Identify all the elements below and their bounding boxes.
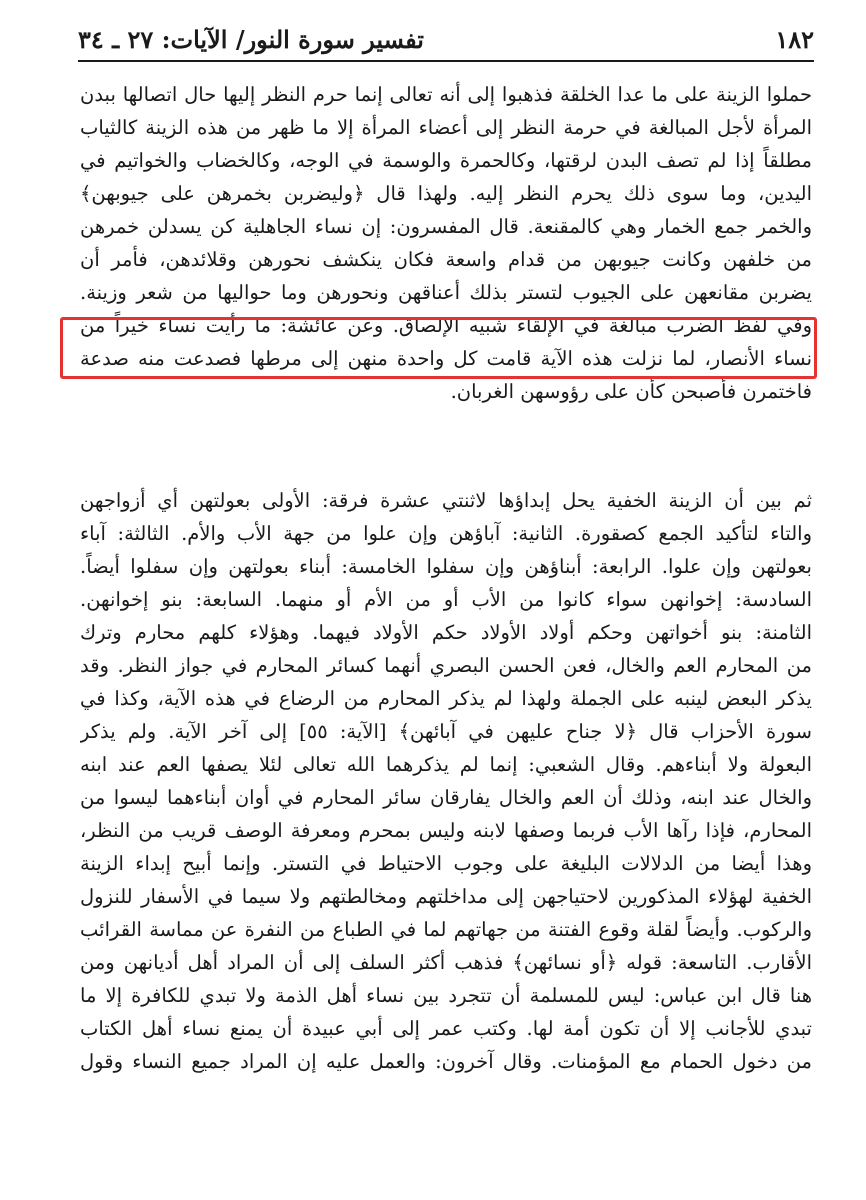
text-line: ثم بين أن الزينة الخفية يحل إبداؤها لاثنتي عشرة فرقة: الأولى بعولتهن أي أزواجهن [80,489,812,512]
text-line: البعولة ولا أبناءهم. وقال الشعبي: إنما لم يذكرهما الله تعالى لئلا يصفها العم عند ابنه [80,753,812,776]
text-line: من المحارم العم والخال، فعن الحسن البصري أنهما كسائر المحارم في جواز النظر. وقد [80,654,812,677]
text-line: سورة الأحزاب قال ﴿لا جناح عليهن في آبائهن﴾ [الآية: ٥٥] إلى آخر الآية. ولم يذكر [80,720,812,743]
text-line: يضربن مقانعهن على الجيوب لتستر بذلك أعناقهن ونحورهن وما حواليها من شعر وزينة. [80,281,812,304]
text-line: المرأة لأجل المبالغة في حرمة النظر إلى أعضاء المرأة إلا ما ظهر من هذه الزينة كالثياب [80,116,812,139]
paragraph-2 [80,484,812,1078]
text-line: تبدي للأجانب إلا أن تكون أمة لها. وكتب عمر إلى أبي عبيدة أن يمنع نساء أهل الكتاب [80,1017,812,1040]
text-line: فاختمرن فأصبحن كأن على رؤوسهن الغربان. [450,380,812,403]
header-rule [78,60,814,62]
text-line: يذكر البعض لينبه على الجملة ولهذا لم يذكر المحارم من الرضاع في هذه الآية، وكذا في [80,687,812,710]
text-line: والركوب. وأيضاً لقلة وقوع الفتنة من جهاتهم لما في الطباع من النفرة عن مماسة القرائب [80,918,812,941]
paragraph-1 [80,78,812,408]
page-header [78,22,814,56]
text-line: اليدين، وما سوى ذلك يحرم النظر إليه. ولهذا قال ﴿وليضربن بخمرهن على جيوبهن﴾ [80,182,812,205]
text-line: والتاء لتأكيد الجمع كصقورة. الثانية: آباؤهن وإن علوا من جهة الأب والأم. الثالثة: آباء [80,522,812,545]
page-number: ١٨٢ [775,24,814,54]
text-line: الثامنة: بنو أخواتهن وحكم أولاد الأولاد حكم الأولاد فيهما. وهؤلاء كلهم محارم وترك [80,621,812,644]
text-line: الخفية لهؤلاء المذكورين لاحتياجهن إلى مداخلتهم ومخالطتهم ولا سيما في الأسفار للنزول [80,885,812,908]
text-line: هنا قال ابن عباس: ليس للمسلمة أن تتجرد بين نساء أهل الذمة ولا تبدي للكافرة إلا ما [80,984,812,1007]
text-line: وهذا أيضا من الدلالات البليغة على وجوب الاحتياط في التستر. وإنما أبيح إبداء الزينة [80,852,812,875]
text-line: الأقارب. التاسعة: قوله ﴿أو نسائهن﴾ فذهب أكثر السلف إلى أن المراد أهل أديانهن ومن [80,951,812,974]
text-line: من دخول الحمام مع المؤمنات. وقال آخرون: والعمل عليه إن المراد جميع النساء وقول [80,1050,812,1073]
text-line-highlighted: وفي لفظ الضرب مبالغة في الإلقاء شبيه الإلصاق. وعن عائشة: ما رأيت نساء خيراً من [80,314,812,337]
text-line: المحارم، فإذا رآها الأب فربما وصفها لابنه وليس بمحرم ومعرفة الوصف قريب من النظر، [80,819,812,842]
text-line: مطلقاً إذا لم تصف البدن لرقتها، وكالحمرة والوسمة في الوجه، وكالخضاب والخواتيم في [80,149,812,172]
text-line: نساء الأنصار، لما نزلت هذه الآية قامت كل واحدة منهن إلى مرطها فصدعت منه صدعة [80,347,812,370]
text-line: حملوا الزينة على ما عدا الخلقة فذهبوا إلى أنه تعالى إنما حرم النظر إليها حال اتصالها ببدن [80,83,812,106]
running-title: تفسير سورة النور/ الآيات: ٢٧ ـ ٣٤ [78,24,424,54]
text-line: بعولتهن وإن علوا. الرابعة: أبناؤهن وإن سفلوا الخامسة: أبناء بعولتهن وإن سفلوا أيضاً. [80,555,812,578]
text-line: من خلفهن وكانت جيوبهن من قدام واسعة فكان ينكشف نحورهن وقلائدهن، فأمر أن [80,248,812,271]
text-line: والخال عند ابنه، وذلك أن العم والخال يفارقان سائر المحارم في أوان أبناءهما ليسوا من [80,786,812,809]
text-line: والخمر جمع الخمار وهي كالمقنعة. قال المفسرون: إن نساء الجاهلية كن يسدلن خمرهن [80,215,812,238]
text-line: السادسة: إخوانهن سواء كانوا من الأب أو من الأم أو منهما. السابعة: بنو إخوانهن. [80,588,812,611]
